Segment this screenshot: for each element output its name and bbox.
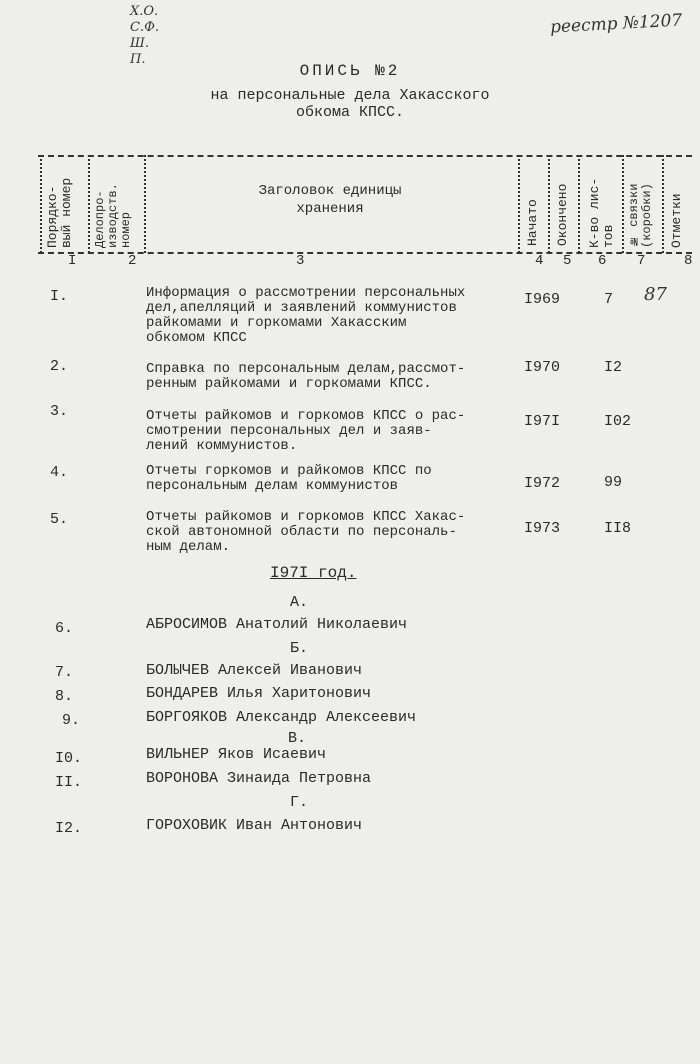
row-title-line: смотрении персональных дел и заяв- — [146, 423, 432, 439]
column-header-remarks: Отметки — [669, 193, 684, 248]
alphabet-letter: А. — [290, 594, 309, 611]
row-number: 4. — [50, 464, 69, 481]
row-number: 3. — [50, 403, 69, 420]
row-start-year: I972 — [524, 475, 561, 492]
corner-mark-1: Х.О. — [130, 4, 159, 19]
column-number: 2 — [128, 253, 137, 269]
row-number: 5. — [50, 511, 69, 528]
row-start-year: I97I — [524, 413, 561, 430]
alphabet-letter: В. — [288, 730, 307, 747]
person-name: ВИЛЬНЕР Яков Исаевич — [146, 746, 327, 763]
row-start-year: I973 — [524, 520, 561, 537]
column-divider — [622, 155, 624, 253]
row-title-line: Информация о рассмотрении персональных — [146, 285, 466, 301]
document-subtitle — [0, 87, 700, 121]
column-number: 7 — [637, 253, 646, 269]
column-divider — [578, 155, 580, 253]
column-header-unit-title-line-1: Заголовок единицы — [258, 183, 402, 199]
alphabet-letter: Б. — [290, 640, 309, 657]
row-sheet-count: II8 — [604, 520, 632, 537]
column-divider — [518, 155, 520, 253]
row-number: 8. — [55, 688, 74, 705]
column-number: 4 — [535, 253, 544, 269]
row-title-line: ской автономной области по персональ- — [146, 524, 457, 540]
person-name: БОРГОЯКОВ Александр Алексеевич — [146, 709, 417, 726]
row-number: II. — [55, 774, 83, 791]
row-title — [146, 510, 516, 555]
column-header-office-number: Делопро- изводств. номер — [93, 183, 133, 248]
row-title-line: Справка по персональным делам,рассмот- — [146, 361, 466, 377]
row-start-year: I969 — [524, 291, 561, 308]
row-title-line: Отчеты горкомов и райкомов КПСС по — [146, 463, 432, 479]
row-sheet-count: I2 — [604, 359, 623, 376]
person-name: ВОРОНОВА Зинаида Петровна — [146, 770, 372, 787]
row-title — [146, 362, 516, 392]
column-number: 3 — [296, 253, 305, 269]
column-header-bundle-number: № связки (коробки) — [627, 183, 654, 248]
column-header-end: Окончено — [555, 183, 570, 246]
table-header-top-rule — [38, 155, 692, 157]
year-section-heading: I97I год. — [270, 564, 357, 582]
row-title — [146, 464, 516, 494]
row-number: 6. — [55, 620, 74, 637]
document-title: ОПИСЬ №2 — [299, 62, 401, 80]
row-sheet-count: 99 — [604, 474, 623, 491]
column-header-start: Начато — [525, 199, 540, 246]
column-header-order-number: Порядко- вый номер — [45, 177, 74, 248]
person-name: БОНДАРЕВ Илья Харитонович — [146, 685, 372, 702]
column-divider — [88, 155, 90, 253]
row-number: I. — [50, 288, 69, 305]
row-title-line: лений коммунистов. — [146, 438, 298, 454]
column-header-unit-title — [150, 182, 510, 218]
row-number: I2. — [55, 820, 83, 837]
row-title-line: персональным делам коммунистов — [146, 478, 399, 494]
row-title-line: Отчеты райкомов и горкомов КПСС Хакас- — [146, 509, 466, 525]
row-number: 7. — [55, 664, 74, 681]
row-sheet-count: I02 — [604, 413, 632, 430]
column-number: 5 — [563, 253, 572, 269]
column-number: 6 — [598, 253, 607, 269]
column-divider — [40, 155, 42, 253]
person-name: БОЛЫЧЕВ Алексей Иванович — [146, 662, 363, 679]
column-divider — [662, 155, 664, 253]
corner-mark-3: Ш. — [130, 36, 149, 51]
row-title — [146, 409, 516, 454]
alphabet-letter: Г. — [290, 794, 309, 811]
column-number: 8 — [684, 253, 693, 269]
row-title-line: обкомом КПСС — [146, 330, 247, 346]
subtitle-line-2: обкома КПСС. — [295, 104, 405, 121]
column-number: I — [68, 253, 77, 269]
row-sheet-count: 7 — [604, 291, 614, 308]
corner-mark-4: П. — [130, 52, 146, 67]
corner-mark-2: С.Ф. — [130, 20, 160, 35]
column-header-unit-title-line-2: хранения — [296, 201, 364, 217]
column-divider — [144, 155, 146, 253]
row-title — [146, 286, 516, 346]
row-title-line: райкомами и горкомами Хакасским — [146, 315, 407, 331]
person-name: ГОРОХОВИК Иван Антонович — [146, 817, 363, 834]
row-title-line: ным делам. — [146, 539, 231, 555]
row-bundle-number: 87 — [644, 284, 667, 305]
row-number: 9. — [62, 712, 81, 729]
row-start-year: I970 — [524, 359, 561, 376]
row-number: I0. — [55, 750, 83, 767]
row-title-line: Отчеты райкомов и горкомов КПСС о рас- — [146, 408, 466, 424]
person-name: АБРОСИМОВ Анатолий Николаевич — [146, 616, 408, 633]
row-number: 2. — [50, 358, 69, 375]
row-title-line: дел,апелляций и заявлений коммунистов — [146, 300, 457, 316]
column-divider — [548, 155, 550, 253]
subtitle-line-1: на персональные дела Хакасского — [210, 87, 490, 104]
column-header-sheet-count: К-во лис- тов — [587, 177, 616, 248]
row-title-line: ренным райкомами и горкомами КПСС. — [146, 376, 432, 392]
registry-number: реестр №1207 — [549, 10, 683, 38]
